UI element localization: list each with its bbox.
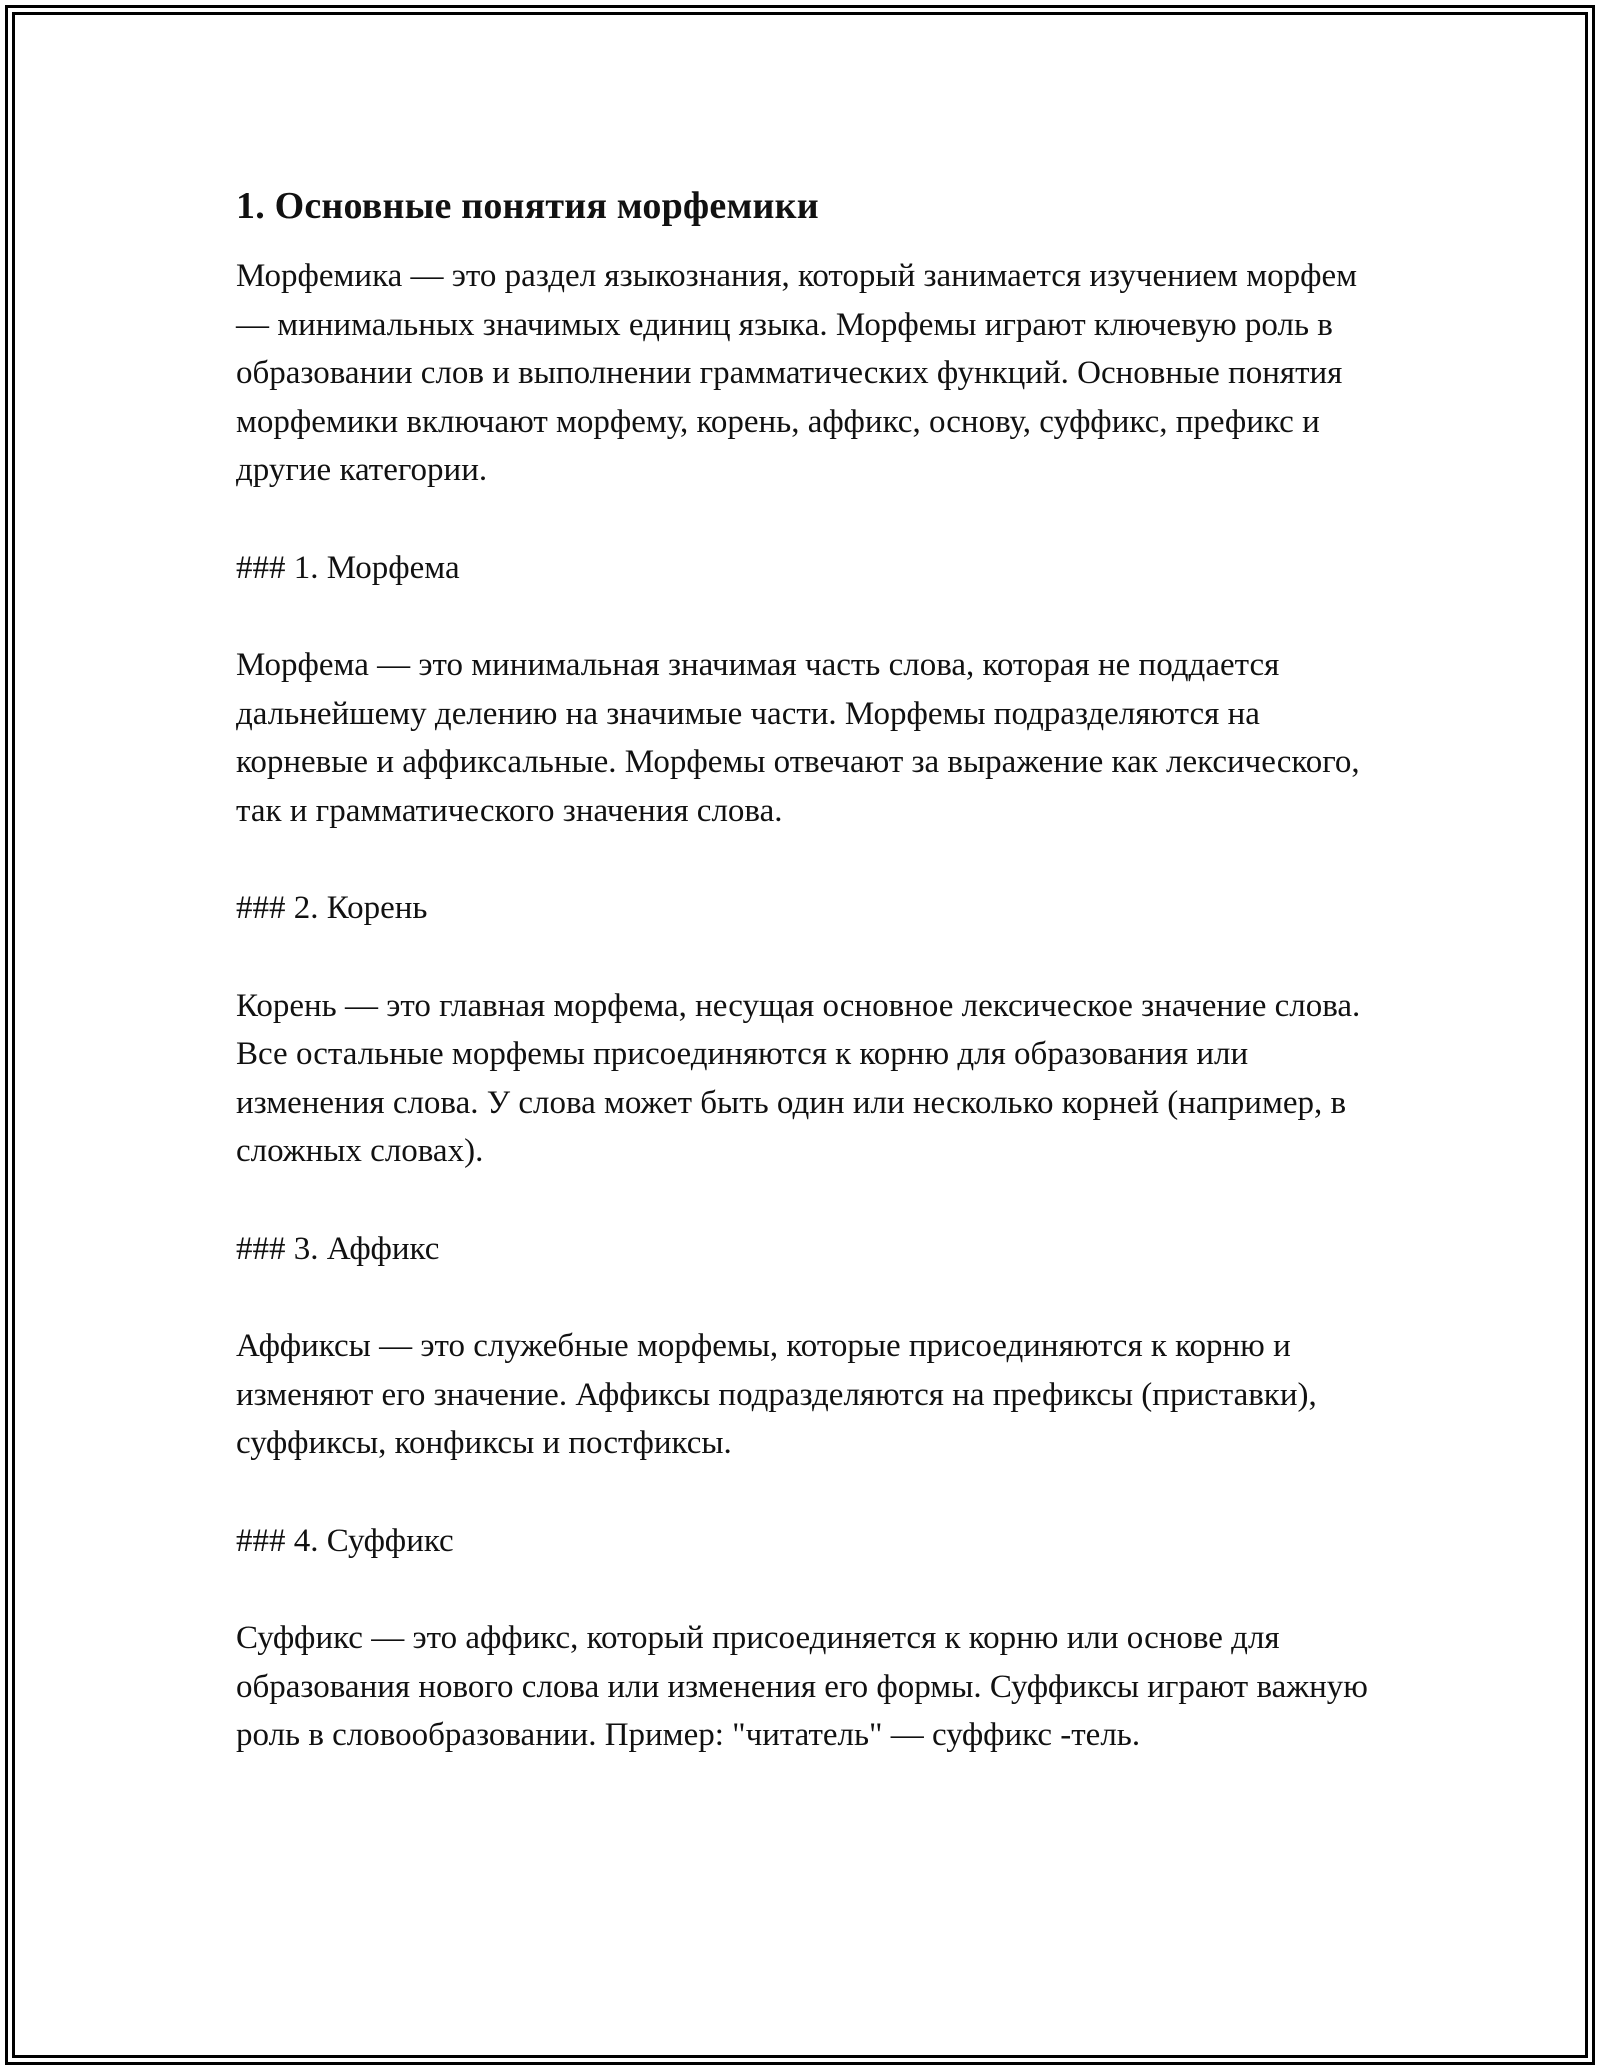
document-body [236,182,1376,1809]
document-title: 1. Основные понятия морфемики [236,185,819,227]
intro-paragraph: Морфемика — это раздел языкознания, который занимается изучением морфем — минимальных значимых единиц языка. Морфемы играют ключевую роль в образовании слов и выполнении грамматических функций. Основные понятия морфемики включают морфему, корень, аффикс, основу, суффикс, префикс и другие категории. [236,258,1357,488]
section-heading-morpheme: ### 1. Морфема [236,549,460,586]
section-heading-root: ### 2. Корень [236,890,428,926]
section-text-morpheme: Морфема — это минимальная значимая часть слова, которая не поддается дальнейшему делению на значимые части. Морфемы подразделяются на корневые и аффиксальные. Морфемы отвечают за выражение как лексического, так и грамматического значения слова. [236,647,1360,829]
section-text-affix: Аффиксы — это служебные морфемы, которые присоединяются к корню и изменяют его значение. Аффиксы подразделяются на префиксы (приставки), суффиксы, конфиксы и постфиксы. [236,1328,1317,1461]
section-text-root: Корень — это главная морфема, несущая основное лексическое значение слова. Все остальные морфемы присоединяются к корню для образования или изменения слова. У слова может быть один или несколько корней (например, в сложных словах). [236,987,1361,1169]
section-text-suffix: Суффикс — это аффикс, который присоединяется к корню или основе для образования нового слова или изменения его формы. Суффиксы играют важную роль в словообразовании. Пример: "читатель" — суффикс -тель. [236,1620,1368,1753]
section-heading-suffix: ### 4. Суффикс [236,1522,454,1559]
section-heading-affix: ### 3. Аффикс [236,1230,440,1267]
